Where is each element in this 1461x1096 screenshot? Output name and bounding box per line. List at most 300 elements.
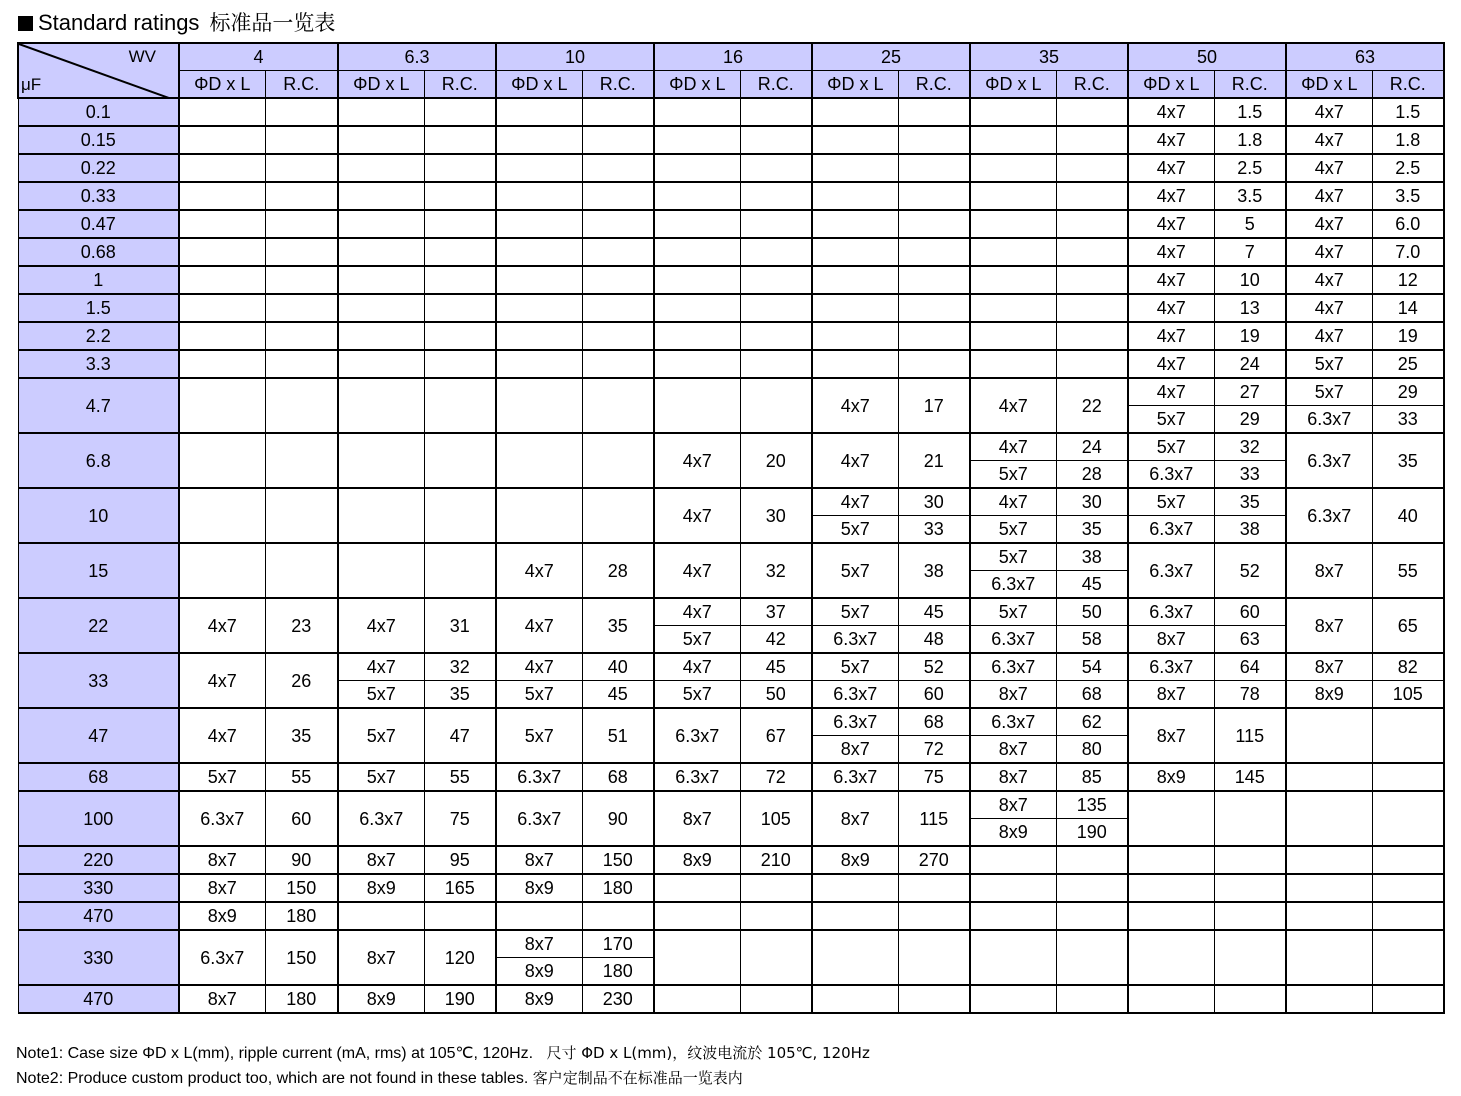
case-size-cell — [1128, 846, 1214, 874]
case-size-cell — [338, 378, 424, 433]
case-size-cell: 5x7 — [496, 681, 582, 709]
case-size-cell: 4x7 — [970, 433, 1056, 461]
capacitance-label: 0.15 — [18, 126, 179, 154]
ripple-current-cell: 45 — [582, 681, 654, 709]
note-2 — [16, 1067, 743, 1088]
case-size-cell — [812, 322, 898, 350]
case-size-cell: 4x7 — [1286, 182, 1372, 210]
ripple-current-cell: 35 — [1214, 488, 1286, 516]
case-size-cell — [496, 182, 582, 210]
table-row — [18, 708, 1444, 736]
case-size-cell: 8x7 — [496, 930, 582, 958]
ripple-current-cell: 37 — [740, 598, 812, 626]
case-size-cell: 5x7 — [654, 626, 740, 654]
ripple-current-cell — [424, 182, 496, 210]
table-row — [18, 598, 1444, 626]
ripple-current-cell — [424, 126, 496, 154]
ripple-current-cell: 24 — [1214, 350, 1286, 378]
case-size-cell — [812, 154, 898, 182]
case-size-cell: 8x9 — [654, 846, 740, 874]
ripple-current-cell — [898, 126, 970, 154]
capacitance-label: 0.1 — [18, 98, 179, 126]
ripple-current-cell — [265, 98, 338, 126]
capacitance-label: 10 — [18, 488, 179, 543]
ripple-current-cell — [740, 266, 812, 294]
ripple-current-cell: 180 — [582, 874, 654, 902]
ripple-current-cell: 24 — [1056, 433, 1128, 461]
table-row — [18, 126, 1444, 154]
ripple-current-cell — [898, 350, 970, 378]
ripple-current-cell: 95 — [424, 846, 496, 874]
case-size-cell: 5x7 — [970, 516, 1056, 544]
header-voltage-row — [18, 43, 1444, 71]
case-size-cell: 8x9 — [496, 874, 582, 902]
table-row — [18, 653, 1444, 681]
case-size-cell — [338, 433, 424, 488]
case-size-cell — [1286, 846, 1372, 874]
ripple-current-cell: 55 — [265, 763, 338, 791]
ripple-current-cell: 5 — [1214, 210, 1286, 238]
case-size-cell — [338, 322, 424, 350]
case-size-cell: 5x7 — [1128, 406, 1214, 434]
rc-header: R.C. — [582, 71, 654, 99]
ripple-current-cell — [898, 266, 970, 294]
ripple-current-cell: 230 — [582, 985, 654, 1013]
case-size-cell — [812, 294, 898, 322]
case-size-cell: 6.3x7 — [1286, 488, 1372, 543]
voltage-header: 50 — [1128, 43, 1286, 71]
case-size-cell: 4x7 — [1128, 98, 1214, 126]
capacitance-label: 220 — [18, 846, 179, 874]
case-size-cell — [654, 902, 740, 930]
ripple-current-cell: 105 — [1372, 681, 1444, 709]
case-size-cell: 5x7 — [338, 763, 424, 791]
capacitance-label: 2.2 — [18, 322, 179, 350]
ripple-current-cell — [1056, 266, 1128, 294]
case-size-cell: 8x7 — [338, 930, 424, 985]
case-size-cell: 6.3x7 — [1128, 461, 1214, 489]
ripple-current-cell — [898, 985, 970, 1013]
table-row — [18, 874, 1444, 902]
capacitance-label: 15 — [18, 543, 179, 598]
ripple-current-cell — [424, 543, 496, 598]
ripple-current-cell — [424, 378, 496, 433]
case-size-cell: 6.3x7 — [812, 708, 898, 736]
ripple-current-cell — [424, 210, 496, 238]
ripple-current-cell: 7.0 — [1372, 238, 1444, 266]
case-size-cell: 8x9 — [812, 846, 898, 874]
ripple-current-cell — [1056, 350, 1128, 378]
ripple-current-cell: 55 — [424, 763, 496, 791]
capacitance-label: 4.7 — [18, 378, 179, 433]
ripple-current-cell: 7 — [1214, 238, 1286, 266]
case-size-cell — [496, 902, 582, 930]
table-row — [18, 238, 1444, 266]
case-size-cell — [338, 210, 424, 238]
case-size-cell — [179, 210, 265, 238]
dxl-header: ΦD x L — [1286, 71, 1372, 99]
case-size-cell: 4x7 — [654, 488, 740, 543]
case-size-cell — [1286, 874, 1372, 902]
case-size-cell — [970, 266, 1056, 294]
case-size-cell — [812, 985, 898, 1013]
ripple-current-cell — [740, 154, 812, 182]
ripple-current-cell: 12 — [1372, 266, 1444, 294]
ripple-current-cell: 90 — [582, 791, 654, 846]
ripple-current-cell: 38 — [1056, 543, 1128, 571]
ripple-current-cell — [1214, 874, 1286, 902]
ripple-current-cell — [582, 378, 654, 433]
case-size-cell: 4x7 — [1128, 154, 1214, 182]
case-size-cell — [338, 350, 424, 378]
ripple-current-cell — [898, 182, 970, 210]
case-size-cell: 8x9 — [496, 985, 582, 1013]
case-size-cell — [496, 154, 582, 182]
rc-header: R.C. — [424, 71, 496, 99]
table-row — [18, 266, 1444, 294]
table-row — [18, 350, 1444, 378]
table-row — [18, 930, 1444, 958]
ripple-current-cell: 51 — [582, 708, 654, 763]
voltage-header: 35 — [970, 43, 1128, 71]
note-1-en: Note1: Case size ΦD x L(mm), ripple current (mA, rms) at 105℃, 120Hz. — [16, 1045, 534, 1062]
case-size-cell — [970, 238, 1056, 266]
ripple-current-cell — [424, 266, 496, 294]
case-size-cell: 5x7 — [970, 598, 1056, 626]
capacitance-label: 470 — [18, 902, 179, 930]
ratings-table — [17, 42, 1445, 1014]
voltage-header: 25 — [812, 43, 970, 71]
case-size-cell — [970, 182, 1056, 210]
case-size-cell — [1128, 874, 1214, 902]
ripple-current-cell: 75 — [424, 791, 496, 846]
case-size-cell: 6.3x7 — [970, 653, 1056, 681]
case-size-cell: 6.3x7 — [970, 626, 1056, 654]
ripple-current-cell — [265, 238, 338, 266]
case-size-cell — [970, 846, 1056, 874]
case-size-cell — [1286, 930, 1372, 985]
case-size-cell: 8x7 — [496, 846, 582, 874]
case-size-cell: 5x7 — [812, 543, 898, 598]
table-row — [18, 763, 1444, 791]
ripple-current-cell: 82 — [1372, 653, 1444, 681]
case-size-cell: 4x7 — [970, 488, 1056, 516]
case-size-cell: 6.3x7 — [1286, 406, 1372, 434]
ripple-current-cell: 30 — [1056, 488, 1128, 516]
case-size-cell — [970, 210, 1056, 238]
case-size-cell: 4x7 — [1286, 154, 1372, 182]
title-en: Standard ratings — [38, 10, 200, 35]
ripple-current-cell — [424, 902, 496, 930]
case-size-cell: 5x7 — [970, 543, 1056, 571]
ripple-current-cell: 27 — [1214, 378, 1286, 406]
case-size-cell: 4x7 — [179, 708, 265, 763]
ripple-current-cell — [898, 98, 970, 126]
ripple-current-cell: 35 — [1056, 516, 1128, 544]
ripple-current-cell: 2.5 — [1214, 154, 1286, 182]
case-size-cell: 6.3x7 — [179, 930, 265, 985]
ripple-current-cell — [424, 433, 496, 488]
case-size-cell: 5x7 — [496, 708, 582, 763]
ripple-current-cell — [1372, 708, 1444, 763]
case-size-cell: 4x7 — [654, 543, 740, 598]
ripple-current-cell — [898, 154, 970, 182]
ripple-current-cell — [1214, 902, 1286, 930]
case-size-cell — [338, 126, 424, 154]
uf-label: μF — [21, 75, 42, 94]
case-size-cell: 8x9 — [970, 819, 1056, 847]
ripple-current-cell — [424, 154, 496, 182]
case-size-cell: 8x7 — [970, 681, 1056, 709]
ripple-current-cell — [1056, 874, 1128, 902]
ripple-current-cell: 55 — [1372, 543, 1444, 598]
case-size-cell: 8x7 — [970, 736, 1056, 764]
case-size-cell — [1286, 791, 1372, 846]
capacitance-label: 100 — [18, 791, 179, 846]
ripple-current-cell — [740, 930, 812, 985]
ripple-current-cell — [898, 238, 970, 266]
rc-header: R.C. — [1372, 71, 1444, 99]
ripple-current-cell: 32 — [424, 653, 496, 681]
ripple-current-cell: 170 — [582, 930, 654, 958]
ripple-current-cell — [740, 182, 812, 210]
case-size-cell — [179, 294, 265, 322]
case-size-cell — [654, 98, 740, 126]
ripple-current-cell: 47 — [424, 708, 496, 763]
case-size-cell: 4x7 — [1128, 126, 1214, 154]
case-size-cell — [179, 182, 265, 210]
ripple-current-cell: 210 — [740, 846, 812, 874]
ripple-current-cell — [1056, 154, 1128, 182]
case-size-cell: 5x7 — [338, 681, 424, 709]
ripple-current-cell: 72 — [898, 736, 970, 764]
case-size-cell: 4x7 — [496, 543, 582, 598]
ripple-current-cell — [582, 126, 654, 154]
case-size-cell — [179, 350, 265, 378]
ripple-current-cell: 80 — [1056, 736, 1128, 764]
ripple-current-cell: 90 — [265, 846, 338, 874]
ripple-current-cell: 63 — [1214, 626, 1286, 654]
ripple-current-cell — [265, 543, 338, 598]
voltage-header: 63 — [1286, 43, 1444, 71]
ripple-current-cell: 50 — [740, 681, 812, 709]
ripple-current-cell — [898, 322, 970, 350]
ripple-current-cell: 115 — [1214, 708, 1286, 763]
case-size-cell: 4x7 — [1128, 322, 1214, 350]
dxl-header: ΦD x L — [179, 71, 265, 99]
ripple-current-cell: 68 — [582, 763, 654, 791]
ripple-current-cell: 60 — [265, 791, 338, 846]
ripple-current-cell: 68 — [898, 708, 970, 736]
capacitance-label: 0.47 — [18, 210, 179, 238]
ripple-current-cell: 65 — [1372, 598, 1444, 653]
ripple-current-cell — [1372, 791, 1444, 846]
case-size-cell — [654, 154, 740, 182]
ripple-current-cell — [1372, 902, 1444, 930]
case-size-cell — [654, 182, 740, 210]
case-size-cell: 5x7 — [654, 681, 740, 709]
ripple-current-cell — [1056, 294, 1128, 322]
ripple-current-cell: 190 — [1056, 819, 1128, 847]
ripple-current-cell — [740, 350, 812, 378]
table-row — [18, 433, 1444, 461]
case-size-cell — [1286, 708, 1372, 763]
ripple-current-cell: 48 — [898, 626, 970, 654]
ripple-current-cell: 135 — [1056, 791, 1128, 819]
dxl-header: ΦD x L — [338, 71, 424, 99]
case-size-cell — [496, 433, 582, 488]
ripple-current-cell — [1056, 902, 1128, 930]
case-size-cell: 8x7 — [812, 791, 898, 846]
ripple-current-cell: 180 — [265, 985, 338, 1013]
ripple-current-cell: 58 — [1056, 626, 1128, 654]
case-size-cell: 5x7 — [179, 763, 265, 791]
case-size-cell — [812, 98, 898, 126]
case-size-cell — [654, 238, 740, 266]
ripple-current-cell: 29 — [1372, 378, 1444, 406]
ripple-current-cell: 26 — [265, 653, 338, 708]
ripple-current-cell: 13 — [1214, 294, 1286, 322]
capacitance-label: 33 — [18, 653, 179, 708]
case-size-cell: 6.3x7 — [496, 763, 582, 791]
ripple-current-cell: 190 — [424, 985, 496, 1013]
page-title — [18, 8, 335, 38]
ripple-current-cell: 31 — [424, 598, 496, 653]
capacitance-label: 0.68 — [18, 238, 179, 266]
ripple-current-cell — [740, 902, 812, 930]
ripple-current-cell: 35 — [265, 708, 338, 763]
case-size-cell — [654, 266, 740, 294]
ripple-current-cell: 35 — [424, 681, 496, 709]
case-size-cell: 6.3x7 — [654, 763, 740, 791]
case-size-cell: 6.3x7 — [1128, 598, 1214, 626]
ripple-current-cell: 270 — [898, 846, 970, 874]
ripple-current-cell — [898, 902, 970, 930]
case-size-cell — [1286, 763, 1372, 791]
table-row — [18, 902, 1444, 930]
ripple-current-cell — [424, 98, 496, 126]
case-size-cell — [496, 98, 582, 126]
dxl-header: ΦD x L — [812, 71, 898, 99]
ripple-current-cell — [1056, 98, 1128, 126]
case-size-cell — [970, 294, 1056, 322]
ripple-current-cell — [1056, 930, 1128, 985]
ripple-current-cell — [898, 874, 970, 902]
ripple-current-cell — [582, 182, 654, 210]
table-row — [18, 210, 1444, 238]
corner-cell — [18, 43, 179, 98]
ripple-current-cell: 30 — [740, 488, 812, 543]
case-size-cell — [179, 154, 265, 182]
case-size-cell — [1128, 791, 1214, 846]
case-size-cell — [812, 350, 898, 378]
ripple-current-cell: 1.5 — [1214, 98, 1286, 126]
ripple-current-cell — [582, 210, 654, 238]
ripple-current-cell: 45 — [740, 653, 812, 681]
capacitance-label: 330 — [18, 930, 179, 985]
case-size-cell: 5x7 — [338, 708, 424, 763]
case-size-cell — [970, 902, 1056, 930]
dxl-header: ΦD x L — [654, 71, 740, 99]
case-size-cell: 4x7 — [1128, 378, 1214, 406]
case-size-cell: 8x7 — [970, 763, 1056, 791]
case-size-cell: 8x9 — [338, 874, 424, 902]
case-size-cell — [654, 294, 740, 322]
case-size-cell: 8x7 — [654, 791, 740, 846]
ripple-current-cell: 2.5 — [1372, 154, 1444, 182]
ripple-current-cell — [582, 322, 654, 350]
ripple-current-cell: 120 — [424, 930, 496, 985]
case-size-cell — [338, 154, 424, 182]
case-size-cell — [496, 210, 582, 238]
case-size-cell — [970, 985, 1056, 1013]
case-size-cell: 6.3x7 — [1128, 516, 1214, 544]
case-size-cell: 4x7 — [1286, 238, 1372, 266]
note-2-en: Note2: Produce custom product too, which are not found in these tables. — [16, 1070, 529, 1087]
case-size-cell: 6.3x7 — [812, 763, 898, 791]
note-1-zh: 尺寸 ΦD x L(mm)，纹波电流於 105℃, 120Hz — [546, 1044, 870, 1062]
ripple-current-cell: 45 — [1056, 571, 1128, 599]
case-size-cell: 8x7 — [1286, 543, 1372, 598]
case-size-cell — [496, 378, 582, 433]
case-size-cell: 6.3x7 — [1128, 543, 1214, 598]
ripple-current-cell: 42 — [740, 626, 812, 654]
case-size-cell: 4x7 — [1286, 210, 1372, 238]
case-size-cell — [179, 378, 265, 433]
ripple-current-cell — [740, 985, 812, 1013]
table-row — [18, 846, 1444, 874]
case-size-cell — [812, 266, 898, 294]
ripple-current-cell — [740, 322, 812, 350]
table-row — [18, 154, 1444, 182]
case-size-cell: 4x7 — [338, 598, 424, 653]
capacitance-label: 6.8 — [18, 433, 179, 488]
ripple-current-cell: 150 — [265, 930, 338, 985]
case-size-cell — [179, 433, 265, 488]
ripple-current-cell: 22 — [1056, 378, 1128, 433]
ripple-current-cell — [265, 350, 338, 378]
case-size-cell — [338, 543, 424, 598]
ripple-current-cell — [582, 433, 654, 488]
ripple-current-cell — [424, 322, 496, 350]
case-size-cell: 5x7 — [1286, 378, 1372, 406]
ripple-current-cell — [1214, 846, 1286, 874]
dxl-header: ΦD x L — [496, 71, 582, 99]
ripple-current-cell — [265, 266, 338, 294]
case-size-cell — [1286, 985, 1372, 1013]
case-size-cell: 4x7 — [496, 598, 582, 653]
case-size-cell — [338, 238, 424, 266]
ripple-current-cell: 60 — [898, 681, 970, 709]
case-size-cell — [970, 154, 1056, 182]
case-size-cell — [1128, 985, 1214, 1013]
ripple-current-cell: 6.0 — [1372, 210, 1444, 238]
ripple-current-cell: 150 — [582, 846, 654, 874]
ripple-current-cell — [424, 294, 496, 322]
capacitance-label: 68 — [18, 763, 179, 791]
rc-header: R.C. — [1214, 71, 1286, 99]
case-size-cell: 4x7 — [1128, 294, 1214, 322]
case-size-cell: 5x7 — [1128, 433, 1214, 461]
ripple-current-cell — [1056, 846, 1128, 874]
case-size-cell — [496, 350, 582, 378]
case-size-cell: 5x7 — [812, 653, 898, 681]
ripple-current-cell — [265, 322, 338, 350]
case-size-cell — [338, 98, 424, 126]
case-size-cell: 4x7 — [1286, 126, 1372, 154]
ripple-current-cell: 72 — [740, 763, 812, 791]
case-size-cell: 6.3x7 — [1128, 653, 1214, 681]
